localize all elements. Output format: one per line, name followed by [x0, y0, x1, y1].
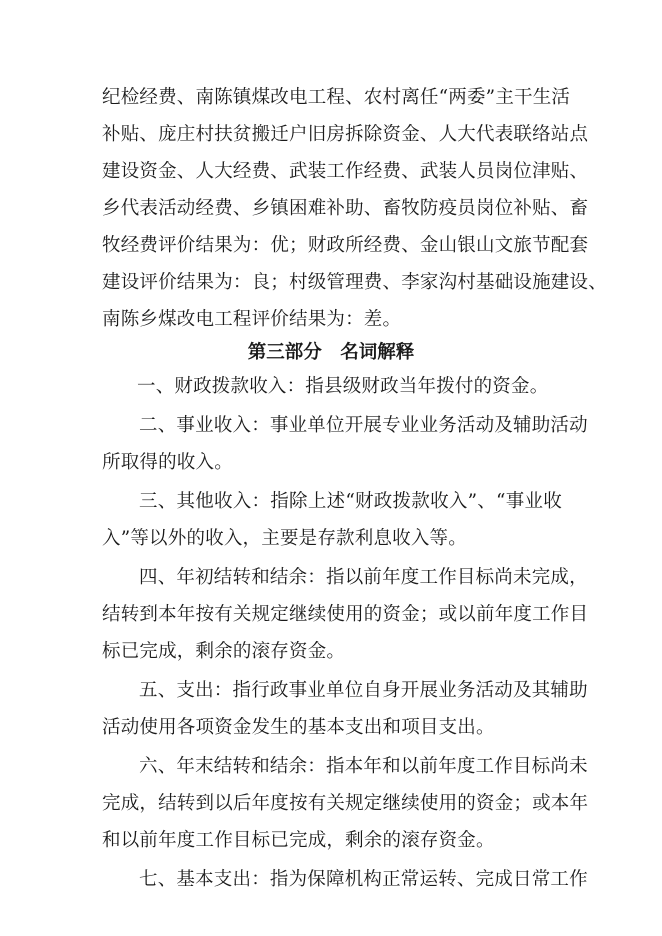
definition-line: 入”等以外的收入，主要是存款利息收入等。	[102, 528, 467, 549]
definition-line: 七、基本支出：指为保障机构正常运转、完成日常工作	[139, 869, 588, 890]
definition-line: 活动使用各项资金发生的基本支出和项目支出。	[102, 717, 495, 738]
definition-line: 二、事业收入：事业单位开展专业业务活动及辅助活动	[139, 415, 588, 436]
intro-line: 牧经费评价结果为：优；财政所经费、金山银山文旅节配套	[102, 235, 589, 256]
definition-line: 标已完成，剩余的滚存资金。	[102, 641, 346, 662]
definition-line: 一、财政拨款收入：指县级财政当年拨付的资金。	[137, 376, 549, 397]
section-title: 第三部分 名词解释	[247, 342, 415, 363]
definition-line: 五、支出：指行政事业单位自身开展业务活动及其辅助	[139, 680, 588, 701]
definition-line: 和以前年度工作目标已完成，剩余的滚存资金。	[102, 830, 495, 851]
intro-line: 建设资金、人大经费、武装工作经费、武装人员岗位津贴、	[102, 161, 589, 182]
intro-line: 南陈乡煤改电工程评价结果为：差。	[102, 309, 402, 330]
definition-line: 结转到本年按有关规定继续使用的资金；或以前年度工作目	[102, 604, 589, 625]
definition-line: 完成，结转到以后年度按有关规定继续使用的资金；或本年	[102, 793, 589, 814]
intro-line: 补贴、庞庄村扶贫搬迁户旧房拆除资金、人大代表联络站点	[102, 124, 589, 145]
definition-line: 三、其他收入：指除上述“财政拨款收入”、“事业收	[139, 491, 562, 512]
intro-line: 乡代表活动经费、乡镇困难补助、畜牧防疫员岗位补贴、畜	[102, 198, 589, 219]
intro-line: 纪检经费、南陈镇煤改电工程、农村离任“两委”主干生活	[102, 87, 571, 108]
definition-line: 四、年初结转和结余：指以前年度工作目标尚未完成，	[139, 567, 588, 588]
definition-line: 所取得的收入。	[102, 452, 233, 473]
intro-line: 建设评价结果为：良；村级管理费、李家沟村基础设施建设、	[102, 272, 607, 293]
definition-line: 六、年末结转和结余：指本年和以前年度工作目标尚未	[139, 756, 588, 777]
